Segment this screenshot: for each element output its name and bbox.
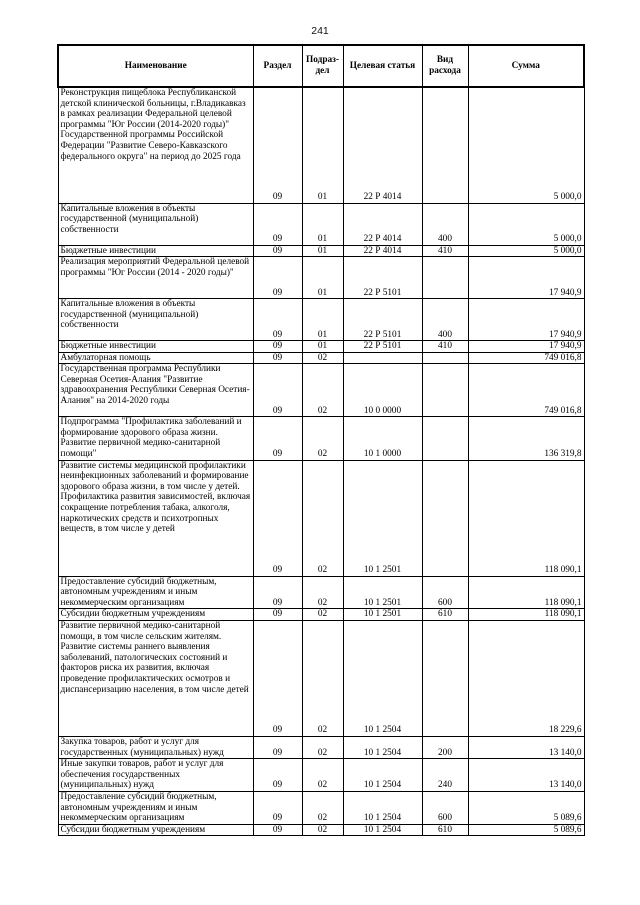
cell-expense-type — [422, 460, 468, 576]
cell-target-article: 10 1 2504 — [343, 737, 422, 759]
cell-expense-type: 200 — [422, 737, 468, 759]
cell-name: Бюджетные инвестиции — [58, 341, 253, 353]
cell-name: Предоставление субсидий бюджетным, автономным учреждениям и иным некоммерческим организациям — [58, 792, 253, 825]
cell-name: Амбулаторная помощь — [58, 352, 253, 364]
cell-target-article: 22 Р 5101 — [343, 257, 422, 299]
cell-amount: 13 140,0 — [468, 737, 584, 759]
cell-section: 09 — [253, 341, 302, 353]
cell-section: 09 — [253, 609, 302, 621]
cell-amount: 749 016,8 — [468, 352, 584, 364]
cell-expense-type: 400 — [422, 203, 468, 245]
cell-target-article: 10 1 2501 — [343, 609, 422, 621]
cell-target-article: 22 Р 4014 — [343, 203, 422, 245]
cell-name: Закупка товаров, работ и услуг для государственных (муниципальных) нужд — [58, 737, 253, 759]
table-row — [58, 364, 584, 417]
cell-name: Субсидии бюджетным учреждениям — [58, 824, 253, 836]
cell-section: 09 — [253, 737, 302, 759]
table-row — [58, 576, 584, 609]
table-row — [58, 341, 584, 353]
cell-section: 09 — [253, 87, 302, 203]
header-amount: Сумма — [468, 45, 584, 87]
cell-amount: 5 089,6 — [468, 824, 584, 836]
cell-subsection: 02 — [302, 417, 343, 460]
cell-expense-type: 410 — [422, 245, 468, 257]
cell-name: Субсидии бюджетным учреждениям — [58, 609, 253, 621]
cell-target-article: 10 0 0000 — [343, 364, 422, 417]
budget-table — [57, 44, 585, 836]
cell-name: Капитальные вложения в объекты государственной (муниципальной) собственности — [58, 203, 253, 245]
table-row — [58, 352, 584, 364]
cell-section: 09 — [253, 257, 302, 299]
cell-name: Подпрограмма "Профилактика заболеваний и формирование здорового образа жизни. Развитие первичной медико-санитарной помощи" — [58, 417, 253, 460]
cell-expense-type: 240 — [422, 759, 468, 792]
cell-subsection: 02 — [302, 621, 343, 737]
header-target-article: Целевая статья — [343, 45, 422, 87]
table-row — [58, 417, 584, 460]
cell-section: 09 — [253, 792, 302, 825]
cell-name: Иные закупки товаров, работ и услуг для обеспечения государственных (муниципальных) нужд — [58, 759, 253, 792]
cell-name: Реконструкция пищеблока Республиканской детской клинической больницы, г.Владикавказ в рамках реализации Федеральной целевой программы "Юг России (2014-2020 годы)" Государственной программы Российской Федерации "Развитие Северо-Кавказского федерального округа" на период до 2025 года — [58, 87, 253, 203]
cell-expense-type — [422, 417, 468, 460]
cell-target-article: 10 1 0000 — [343, 417, 422, 460]
table-row — [58, 621, 584, 737]
cell-subsection: 01 — [302, 203, 343, 245]
table-row — [58, 792, 584, 825]
cell-expense-type — [422, 257, 468, 299]
cell-target-article: 22 Р 5101 — [343, 341, 422, 353]
table-row — [58, 609, 584, 621]
table-header-row — [58, 45, 584, 87]
cell-section: 09 — [253, 824, 302, 836]
header-name: Наименование — [58, 45, 253, 87]
cell-target-article — [343, 352, 422, 364]
cell-amount: 18 229,6 — [468, 621, 584, 737]
cell-expense-type — [422, 364, 468, 417]
cell-expense-type — [422, 621, 468, 737]
cell-subsection: 01 — [302, 87, 343, 203]
cell-name: Капитальные вложения в объекты государственной (муниципальной) собственности — [58, 299, 253, 341]
cell-expense-type: 410 — [422, 341, 468, 353]
cell-subsection: 02 — [302, 737, 343, 759]
cell-name: Государственная программа Республики Северная Осетия-Алания "Развитие здравоохранения Республики Северная Осетия-Алания" на 2014-2020 годы — [58, 364, 253, 417]
header-subsection: Подраз-дел — [302, 45, 343, 87]
cell-amount: 5 000,0 — [468, 203, 584, 245]
header-section: Раздел — [253, 45, 302, 87]
cell-amount: 13 140,0 — [468, 759, 584, 792]
table-row — [58, 87, 584, 203]
page-number: 241 — [311, 25, 329, 37]
cell-section: 09 — [253, 352, 302, 364]
cell-expense-type: 610 — [422, 609, 468, 621]
cell-expense-type: 610 — [422, 824, 468, 836]
cell-amount: 17 940,9 — [468, 257, 584, 299]
cell-amount: 5 000,0 — [468, 87, 584, 203]
cell-subsection: 01 — [302, 341, 343, 353]
cell-amount: 118 090,1 — [468, 609, 584, 621]
cell-expense-type: 600 — [422, 792, 468, 825]
cell-amount: 5 000,0 — [468, 245, 584, 257]
table-row — [58, 245, 584, 257]
cell-section: 09 — [253, 576, 302, 609]
table-row — [58, 759, 584, 792]
table-row — [58, 737, 584, 759]
cell-subsection: 02 — [302, 576, 343, 609]
cell-expense-type — [422, 352, 468, 364]
cell-section: 09 — [253, 621, 302, 737]
cell-target-article: 10 1 2504 — [343, 824, 422, 836]
cell-target-article: 22 Р 5101 — [343, 299, 422, 341]
cell-expense-type: 400 — [422, 299, 468, 341]
cell-section: 09 — [253, 203, 302, 245]
cell-subsection: 02 — [302, 792, 343, 825]
cell-amount: 17 940,9 — [468, 299, 584, 341]
cell-target-article: 10 1 2504 — [343, 621, 422, 737]
cell-subsection: 02 — [302, 364, 343, 417]
cell-name: Развитие первичной медико-санитарной помощи, в том числе сельским жителям. Развитие системы раннего выявления заболеваний, патологических состояний и факторов риска их развития, включая проведение профилактических осмотров и диспансеризацию населения, в том числе детей — [58, 621, 253, 737]
table-row — [58, 203, 584, 245]
cell-amount: 118 090,1 — [468, 460, 584, 576]
cell-subsection: 02 — [302, 352, 343, 364]
cell-section: 09 — [253, 417, 302, 460]
cell-amount: 5 089,6 — [468, 792, 584, 825]
cell-name: Реализация мероприятий Федеральной целевой программы "Юг России (2014 - 2020 годы)" — [58, 257, 253, 299]
cell-expense-type: 600 — [422, 576, 468, 609]
cell-section: 09 — [253, 460, 302, 576]
cell-name: Развитие системы медицинской профилактики неинфекционных заболеваний и формирование здорового образа жизни, в том числе у детей. Профилактика развития зависимостей, включая сокращение потребления табака, алкоголя, наркотических средств и психотропных веществ, в том числе у детей — [58, 460, 253, 576]
cell-target-article: 10 1 2504 — [343, 759, 422, 792]
cell-amount: 118 090,1 — [468, 576, 584, 609]
cell-subsection: 02 — [302, 460, 343, 576]
table-row — [58, 460, 584, 576]
cell-target-article: 10 1 2504 — [343, 792, 422, 825]
cell-subsection: 02 — [302, 824, 343, 836]
header-expense-type: Вид расхода — [422, 45, 468, 87]
table-row — [58, 257, 584, 299]
table-row — [58, 824, 584, 836]
cell-amount: 749 016,8 — [468, 364, 584, 417]
cell-target-article: 22 Р 4014 — [343, 245, 422, 257]
cell-name: Предоставление субсидий бюджетным, автономным учреждениям и иным некоммерческим организациям — [58, 576, 253, 609]
cell-subsection: 01 — [302, 245, 343, 257]
cell-target-article: 22 Р 4014 — [343, 87, 422, 203]
cell-target-article: 10 1 2501 — [343, 460, 422, 576]
cell-amount: 17 940,9 — [468, 341, 584, 353]
cell-subsection: 01 — [302, 257, 343, 299]
table-row — [58, 299, 584, 341]
cell-subsection: 02 — [302, 759, 343, 792]
cell-section: 09 — [253, 364, 302, 417]
cell-section: 09 — [253, 299, 302, 341]
cell-subsection: 02 — [302, 609, 343, 621]
cell-section: 09 — [253, 759, 302, 792]
cell-section: 09 — [253, 245, 302, 257]
cell-subsection: 01 — [302, 299, 343, 341]
cell-target-article: 10 1 2501 — [343, 576, 422, 609]
cell-amount: 136 319,8 — [468, 417, 584, 460]
cell-expense-type — [422, 87, 468, 203]
cell-name: Бюджетные инвестиции — [58, 245, 253, 257]
